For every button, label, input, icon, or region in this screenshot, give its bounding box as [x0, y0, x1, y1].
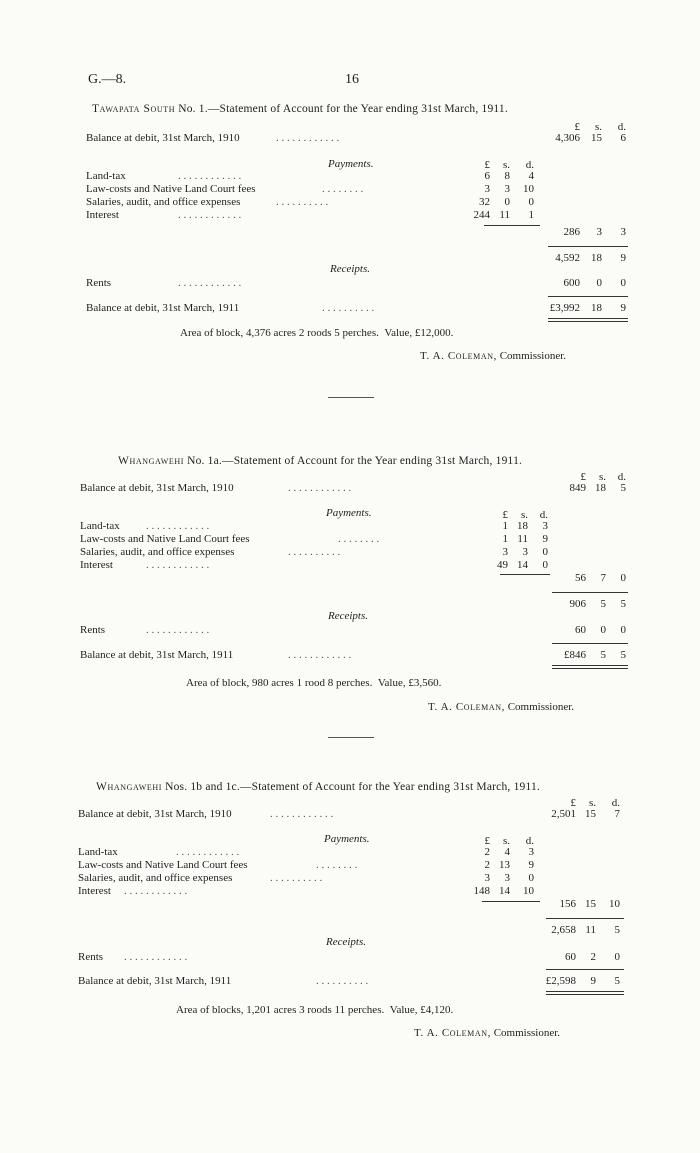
payments-total-pence: 10	[609, 898, 620, 910]
payments-heading: Payments.	[324, 833, 370, 845]
sub-currency-shillings: s.	[502, 159, 510, 171]
opening-shillings: 18	[595, 482, 606, 494]
payment-shillings: 14	[517, 559, 528, 571]
leader-dots: . . . . . . . . . .	[288, 546, 341, 558]
leader-dots: . . . . . . . . . . . .	[146, 624, 210, 636]
payment-shillings: 3	[522, 546, 528, 558]
page-reference: G.—8.	[88, 72, 127, 87]
subtotal-pounds: 906	[569, 598, 586, 610]
sub-currency-pence: d.	[539, 509, 548, 521]
page-number: 16	[345, 72, 359, 87]
payment-shillings: 18	[517, 520, 528, 532]
statement-title: Tawapata South No. 1.—Statement of Account for the Year ending 31st March, 1911.	[92, 103, 508, 115]
statement-title: Whangawehi No. 1a.—Statement of Account for the Year ending 31st March, 1911.	[118, 455, 523, 467]
payment-label: Law-costs and Native Land Court fees	[78, 859, 248, 871]
payment-pence: 10	[523, 885, 534, 897]
closing-shillings: 5	[600, 649, 606, 661]
subtotal-pence: 9	[620, 252, 626, 264]
payment-shillings: 11	[517, 533, 528, 545]
payment-shillings: 3	[504, 872, 510, 884]
payment-label: Salaries, audit, and office expenses	[78, 872, 233, 884]
payment-pounds: 148	[473, 885, 490, 897]
double-rule-bottom	[546, 994, 624, 995]
leader-dots: . . . . . . . .	[322, 183, 364, 195]
subtotal-shillings: 11	[585, 924, 596, 936]
receipt-pounds: 600	[563, 277, 580, 289]
payment-pence: 9	[528, 859, 534, 871]
leader-dots: . . . . . . . . . . . .	[124, 951, 188, 963]
receipt-label: Rents	[86, 277, 112, 289]
payment-label: Interest	[80, 559, 113, 571]
leader-dots: . . . . . . . .	[316, 859, 358, 871]
subtotal-shillings: 18	[591, 252, 602, 264]
payment-pence: 1	[528, 209, 534, 221]
payments-heading: Payments.	[326, 507, 372, 519]
receipts-heading: Receipts.	[328, 610, 369, 622]
leader-dots: . . . . . . . . . . . .	[270, 808, 334, 820]
receipt-label: Rents	[80, 624, 106, 636]
closing-rule	[552, 643, 628, 644]
receipt-shillings: 0	[600, 624, 606, 636]
closing-pence: 5	[620, 649, 626, 661]
payment-pounds: 244	[473, 209, 490, 221]
payment-label: Salaries, audit, and office expenses	[80, 546, 235, 558]
sub-currency-pence: d.	[525, 835, 534, 847]
currency-header-pence: d.	[617, 121, 626, 133]
closing-balance-label: Balance at debit, 31st March, 1911	[86, 302, 240, 314]
payment-pounds: 3	[502, 546, 508, 558]
sub-currency-pounds: £	[484, 159, 490, 171]
signature: T. A. Coleman, Commissioner.	[414, 1027, 561, 1039]
payment-shillings: 8	[504, 170, 510, 182]
sub-currency-pence: d.	[525, 159, 534, 171]
payment-pounds: 1	[502, 520, 508, 532]
leader-dots: . . . . . . . . . . . .	[176, 846, 240, 858]
closing-pence: 5	[614, 975, 620, 987]
payment-shillings: 14	[499, 885, 510, 897]
payment-pounds: 3	[484, 872, 490, 884]
sub-currency-shillings: s.	[520, 509, 528, 521]
subtotal-rule	[546, 918, 624, 919]
payment-pence: 10	[523, 183, 534, 195]
signature: T. A. Coleman, Commissioner.	[420, 350, 567, 362]
sub-currency-shillings: s.	[502, 835, 510, 847]
payment-pounds: 2	[484, 859, 490, 871]
leader-dots: . . . . . . . . . . . .	[178, 209, 242, 221]
payment-label: Law-costs and Native Land Court fees	[86, 183, 256, 195]
currency-header-pence: d.	[617, 471, 626, 483]
payment-pence: 3	[528, 846, 534, 858]
leader-dots: . . . . . . . . . . . .	[178, 277, 242, 289]
currency-header-pence: d.	[611, 797, 620, 809]
leader-dots: . . . . . . . . . .	[270, 872, 323, 884]
double-rule-bottom	[552, 668, 628, 669]
payment-shillings: 13	[499, 859, 510, 871]
currency-header-pounds: £	[580, 471, 586, 483]
payment-pence: 3	[542, 520, 548, 532]
opening-balance-label: Balance at debit, 31st March, 1910	[86, 132, 240, 144]
payment-pence: 0	[528, 196, 534, 208]
area-and-value: Area of block, 980 acres 1 rood 8 perches. Value, £3,560.	[186, 677, 442, 689]
receipt-shillings: 2	[590, 951, 596, 963]
subtotal-rule	[552, 592, 628, 593]
closing-rule	[548, 296, 628, 297]
area-and-value: Area of block, 4,376 acres 2 roods 5 perches. Value, £12,000.	[180, 327, 454, 339]
currency-header-shillings: s.	[594, 121, 602, 133]
payment-label: Land-tax	[86, 170, 126, 182]
receipt-pounds: 60	[565, 951, 576, 963]
payment-label: Salaries, audit, and office expenses	[86, 196, 241, 208]
payment-pence: 4	[528, 170, 534, 182]
payment-shillings: 11	[499, 209, 510, 221]
payments-rule	[500, 574, 550, 575]
leader-dots: . . . . . . . . . . . .	[124, 885, 188, 897]
payment-pence: 9	[542, 533, 548, 545]
currency-header-pounds: £	[574, 121, 580, 133]
payment-shillings: 4	[504, 846, 510, 858]
receipt-shillings: 0	[596, 277, 602, 289]
payment-shillings: 3	[504, 183, 510, 195]
currency-header-shillings: s.	[588, 797, 596, 809]
receipt-pence: 0	[620, 277, 626, 289]
leader-dots: . . . . . . . . . . . .	[288, 649, 352, 661]
opening-balance-label: Balance at debit, 31st March, 1910	[80, 482, 234, 494]
opening-shillings: 15	[585, 808, 596, 820]
statement-tawapata-south	[0, 0, 700, 362]
closing-pounds: £2,598	[545, 975, 576, 987]
opening-shillings: 15	[591, 132, 602, 144]
receipt-pence: 0	[620, 624, 626, 636]
leader-dots: . . . . . . . . . . . .	[276, 132, 340, 144]
currency-header-pounds: £	[570, 797, 576, 809]
payment-pounds: 32	[479, 196, 490, 208]
double-rule-top	[552, 665, 628, 666]
subtotal-pence: 5	[614, 924, 620, 936]
statement-whangawehi-1a	[0, 352, 700, 713]
subtotal-pounds: 4,592	[555, 252, 580, 264]
receipt-pence: 0	[614, 951, 620, 963]
closing-balance-label: Balance at debit, 31st March, 1911	[80, 649, 234, 661]
subtotal-shillings: 5	[600, 598, 606, 610]
payment-pence: 0	[528, 872, 534, 884]
closing-pence: 9	[620, 302, 626, 314]
payments-heading: Payments.	[328, 158, 374, 170]
payments-total-shillings: 15	[585, 898, 596, 910]
payment-shillings: 0	[504, 196, 510, 208]
opening-pence: 6	[620, 132, 626, 144]
subtotal-rule	[548, 246, 628, 247]
payment-pounds: 1	[502, 533, 508, 545]
opening-pounds: 849	[569, 482, 586, 494]
closing-pounds: £3,992	[549, 302, 580, 314]
statement-title: Whangawehi Nos. 1b and 1c.—Statement of Account for the Year ending 31st March, 1911.	[96, 781, 541, 793]
sub-currency-pounds: £	[484, 835, 490, 847]
leader-dots: . . . . . . . . . .	[316, 975, 369, 987]
payments-total-shillings: 3	[596, 226, 602, 238]
payment-label: Land-tax	[80, 520, 120, 532]
payment-pounds: 49	[497, 559, 508, 571]
leader-dots: . . . . . . . . . .	[322, 302, 375, 314]
receipt-label: Rents	[78, 951, 104, 963]
payments-rule	[482, 901, 540, 902]
signature: T. A. Coleman, Commissioner.	[428, 701, 575, 713]
leader-dots: . . . . . . . . . . . .	[178, 170, 242, 182]
receipts-heading: Receipts.	[330, 263, 371, 275]
opening-pounds: 2,501	[551, 808, 576, 820]
payments-total-pounds: 286	[563, 226, 580, 238]
statement-whangawehi-1b-1c	[0, 678, 700, 1039]
payment-pounds: 2	[484, 846, 490, 858]
leader-dots: . . . . . . . . . . . .	[288, 482, 352, 494]
payments-total-pounds: 156	[559, 898, 576, 910]
opening-pence: 7	[614, 808, 620, 820]
receipt-pounds: 60	[575, 624, 586, 636]
payments-rule	[484, 225, 540, 226]
closing-balance-label: Balance at debit, 31st March, 1911	[78, 975, 232, 987]
payments-total-pounds: 56	[575, 572, 586, 584]
payment-label: Land-tax	[78, 846, 118, 858]
leader-dots: . . . . . . . . . . . .	[146, 520, 210, 532]
payment-label: Law-costs and Native Land Court fees	[80, 533, 250, 545]
closing-rule	[546, 969, 624, 970]
area-and-value: Area of blocks, 1,201 acres 3 roods 11 perches. Value, £4,120.	[176, 1004, 454, 1016]
leader-dots: . . . . . . . .	[338, 533, 380, 545]
opening-balance-label: Balance at debit, 31st March, 1910	[78, 808, 232, 820]
double-rule-bottom	[548, 321, 628, 322]
payment-pence: 0	[542, 546, 548, 558]
subtotal-pence: 5	[620, 598, 626, 610]
payment-pounds: 3	[484, 183, 490, 195]
double-rule-top	[546, 991, 624, 992]
double-rule-top	[548, 318, 628, 319]
payment-label: Interest	[86, 209, 119, 221]
payment-pounds: 6	[484, 170, 490, 182]
leader-dots: . . . . . . . . . . . .	[146, 559, 210, 571]
payment-pence: 0	[542, 559, 548, 571]
sub-currency-pounds: £	[502, 509, 508, 521]
receipts-heading: Receipts.	[326, 936, 367, 948]
leader-dots: . . . . . . . . . .	[276, 196, 329, 208]
closing-shillings: 18	[591, 302, 602, 314]
closing-pounds: £846	[564, 649, 586, 661]
payments-total-pence: 3	[620, 226, 626, 238]
closing-shillings: 9	[590, 975, 596, 987]
opening-pence: 5	[620, 482, 626, 494]
payment-label: Interest	[78, 885, 111, 897]
currency-header-shillings: s.	[598, 471, 606, 483]
opening-pounds: 4,306	[555, 132, 580, 144]
subtotal-pounds: 2,658	[551, 924, 576, 936]
payments-total-pence: 0	[620, 572, 626, 584]
payments-total-shillings: 7	[600, 572, 606, 584]
